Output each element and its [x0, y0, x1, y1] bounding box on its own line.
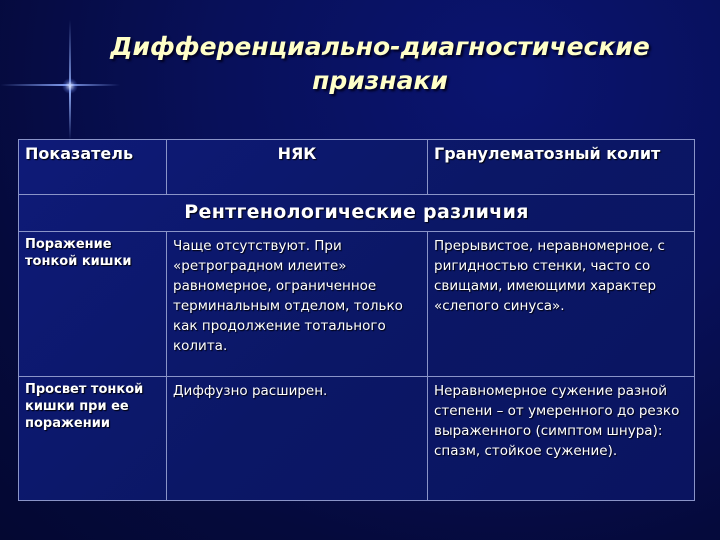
row-indicator-label: Поражение тонкой кишки [19, 232, 167, 377]
decorative-light-flare [62, 78, 78, 94]
slide-title: Дифференциально-диагностические признаки [110, 32, 650, 95]
row-granulomatous-value: Неравномерное сужение разной степени – от умеренного до резко выраженного (симптом шнура): спазм, стойкое сужение). [428, 377, 695, 501]
header-granulomatous-colitis: Гранулематозный колит [428, 140, 695, 195]
table-header-row [19, 140, 695, 195]
row-granulomatous-value: Прерывистое, неравномерное, с ригидностью стенки, часто со свищами, имеющими характер «слепого синуса». [428, 232, 695, 377]
comparison-table [18, 139, 695, 501]
row-indicator-label: Просвет тонкой кишки при ее поражении [19, 377, 167, 501]
table-row [19, 232, 695, 377]
header-indicator: Показатель [19, 140, 167, 195]
section-heading-row [19, 195, 695, 232]
row-nyak-value: Чаще отсутствуют. При «ретроградном илеите» равномерное, ограниченное терминальным отделом, только как продолжение тотального колита. [167, 232, 428, 377]
header-nyak: НЯК [167, 140, 428, 195]
row-nyak-value: Диффузно расширен. [167, 377, 428, 501]
table-row [19, 377, 695, 501]
section-heading: Рентгенологические различия [19, 195, 695, 232]
